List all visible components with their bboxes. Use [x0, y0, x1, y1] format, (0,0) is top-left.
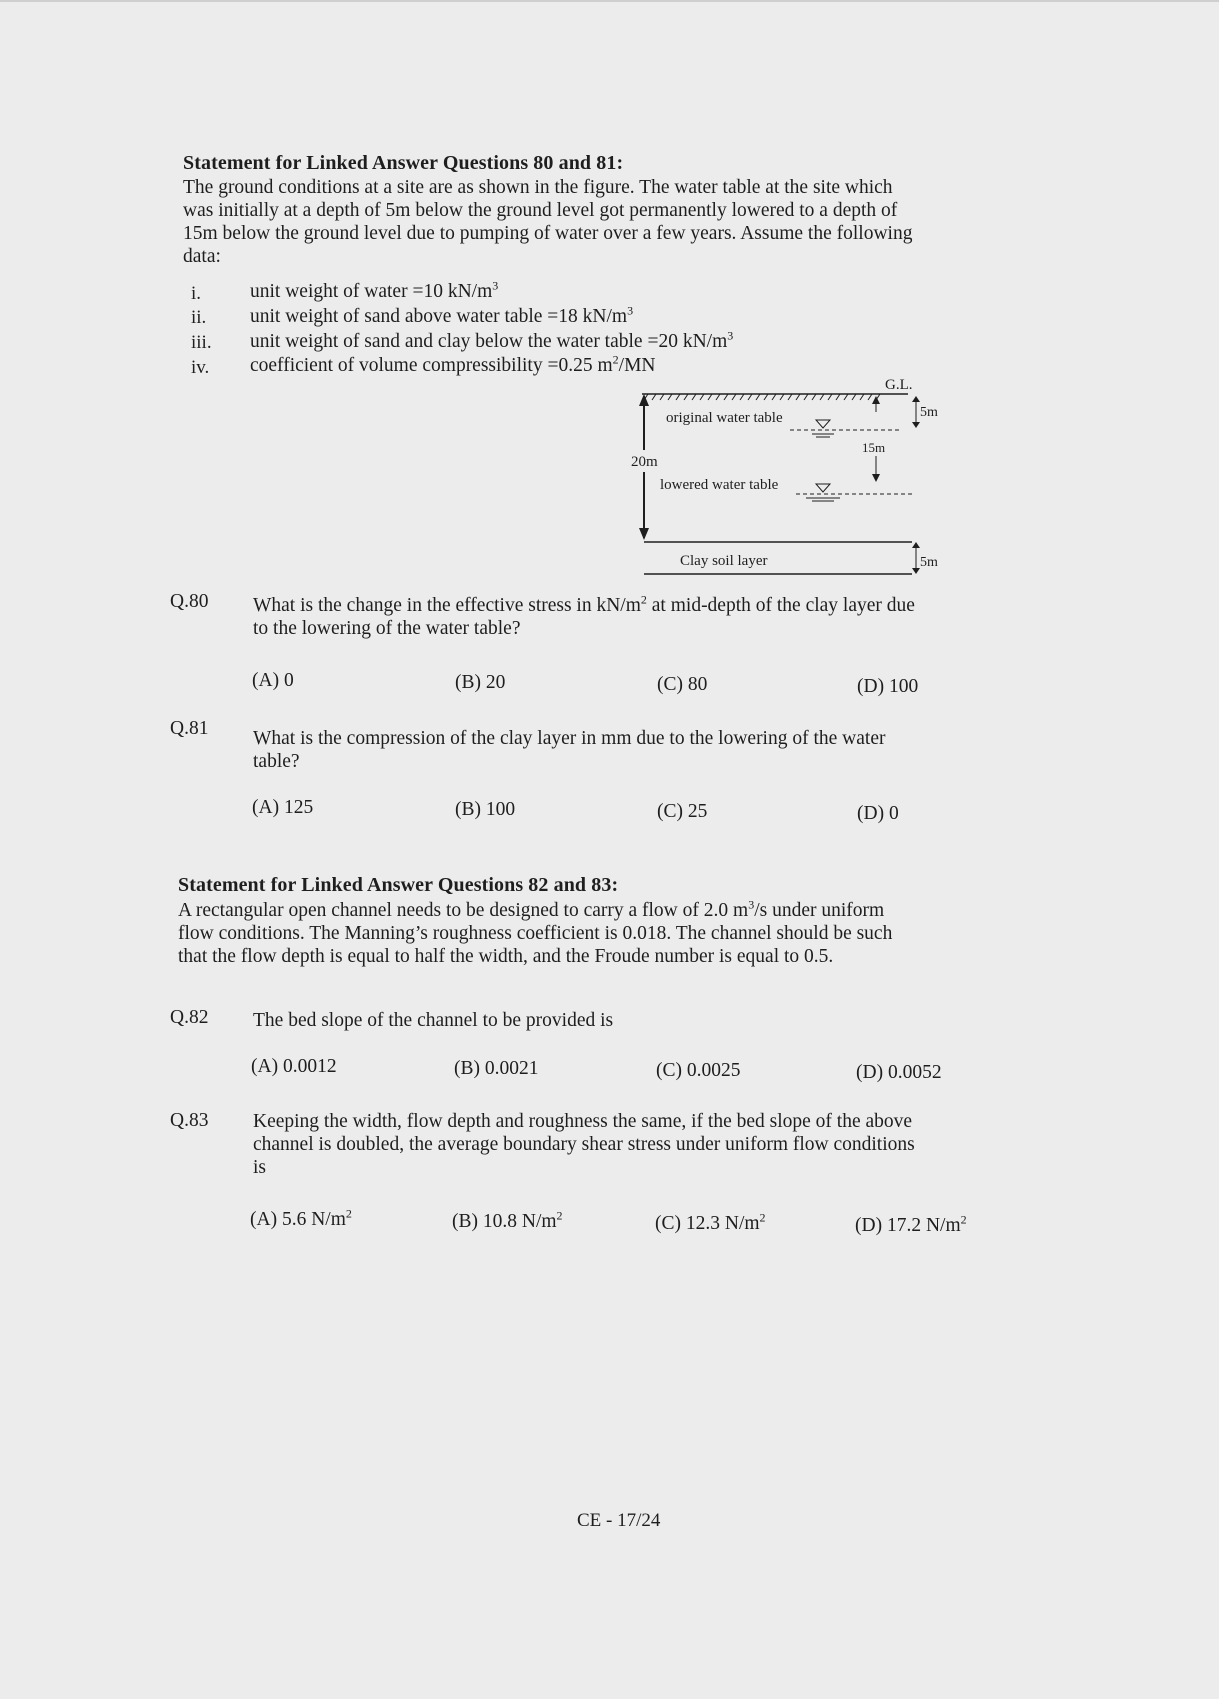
data-item-number: iii. — [191, 332, 212, 353]
linked-statement-80-81-text — [183, 176, 1043, 268]
statement-line: The ground conditions at a site are as shown in the figure. The water table at the site which — [183, 177, 893, 198]
q83-option-d[interactable]: (D) 17.2 $N/m^2$ — [855, 1212, 967, 1236]
data-item-text: unit weight of water =10 $kN/m^3$ — [250, 278, 499, 302]
dim-15m-label: 15m — [862, 440, 886, 455]
linked-statement-82-83-heading: Statement for Linked Answer Questions 82 and 83: — [178, 874, 619, 896]
q80-number: Q.80 — [170, 591, 209, 612]
linked-statement-82-83-text: A rectangular open channel needs to be designed to carry a flow of 2.0 $m^3/s$ under uniform flow conditions. The Manning’s roughness coefficient is 0.018. The channel should be such that the flow depth is equal to half the width, and the Froude number is equal to 0.5. — [178, 897, 893, 967]
q80-option-d[interactable]: (D) 100 — [857, 676, 919, 697]
data-item-text: unit weight of sand above water table =18 $kN/m^3$ — [250, 303, 634, 327]
q81-option-b[interactable]: (B) 100 — [455, 799, 516, 820]
arrow-up — [639, 394, 649, 406]
page-top-edge — [0, 0, 1219, 2]
q83-option-b[interactable]: (B) 10.8 $N/m^2$ — [452, 1208, 563, 1232]
linked-statement-80-81-heading: Statement for Linked Answer Questions 80 and 81: — [183, 152, 624, 174]
dim-20m-label: 20m — [631, 454, 658, 470]
data-item-text: unit weight of sand and clay below the water table =20 $kN/m^3$ — [250, 328, 734, 352]
q82-option-d[interactable]: (D) 0.0052 — [856, 1062, 942, 1083]
data-item-number: ii. — [191, 307, 207, 328]
q81-option-a[interactable]: (A) 125 — [252, 797, 314, 818]
water-table-symbol — [816, 420, 830, 428]
q82-number: Q.82 — [170, 1007, 209, 1028]
q82-option-b[interactable]: (B) 0.0021 — [454, 1058, 539, 1079]
q82-text: The bed slope of the channel to be provided is — [253, 1010, 614, 1031]
q81-text: What is the compression of the clay layer in mm due to the lowering of the water table? — [253, 728, 886, 772]
original-water-table-label: original water table — [666, 410, 783, 426]
page-footer: CE - 17/24 — [577, 1510, 661, 1531]
q83-text: Keeping the width, flow depth and roughness the same, if the bed slope of the above channel is doubled, the average boundary shear stress under uniform flow conditions is — [253, 1111, 915, 1178]
dim-5m-bottom-label: 5m — [920, 555, 938, 570]
q83-option-a[interactable]: (A) 5.6 $N/m^2$ — [250, 1206, 352, 1230]
arrow-down — [639, 528, 649, 540]
dim-5m-top-label: 5m — [920, 405, 938, 420]
data-item-number: iv. — [191, 357, 210, 378]
q83-number: Q.83 — [170, 1110, 209, 1131]
q80-option-c[interactable]: (C) 80 — [657, 674, 708, 695]
q80-option-a[interactable]: (A) 0 — [252, 670, 294, 691]
ground-hatching — [644, 394, 880, 400]
statement-line: was initially at a depth of 5m below the ground level got permanently lowered to a depth of — [183, 200, 898, 221]
water-table-symbol — [816, 484, 830, 492]
q81-number: Q.81 — [170, 718, 209, 739]
statement-line: 15m below the ground level due to pumping of water over a few years. Assume the following — [183, 223, 913, 244]
statement-line: data: — [183, 246, 221, 267]
gl-label: G.L. — [885, 377, 913, 393]
q80-text: What is the change in the effective stress in $kN/m^2$ at mid-depth of the clay layer due to the lowering of the water table? — [253, 592, 915, 639]
q83-option-c[interactable]: (C) 12.3 $N/m^2$ — [655, 1210, 766, 1234]
ground-conditions-figure — [600, 370, 960, 580]
data-item-text: coefficient of volume compressibility =0.25 $m^2/MN$ — [250, 352, 656, 376]
q80-option-b[interactable]: (B) 20 — [455, 672, 506, 693]
q82-option-c[interactable]: (C) 0.0025 — [656, 1060, 741, 1081]
q82-option-a[interactable]: (A) 0.0012 — [251, 1056, 337, 1077]
q81-option-c[interactable]: (C) 25 — [657, 801, 708, 822]
lowered-water-table-label: lowered water table — [660, 477, 779, 493]
q81-option-d[interactable]: (D) 0 — [857, 803, 899, 824]
data-item-number: i. — [191, 283, 202, 304]
clay-layer-label: Clay soil layer — [680, 553, 768, 569]
